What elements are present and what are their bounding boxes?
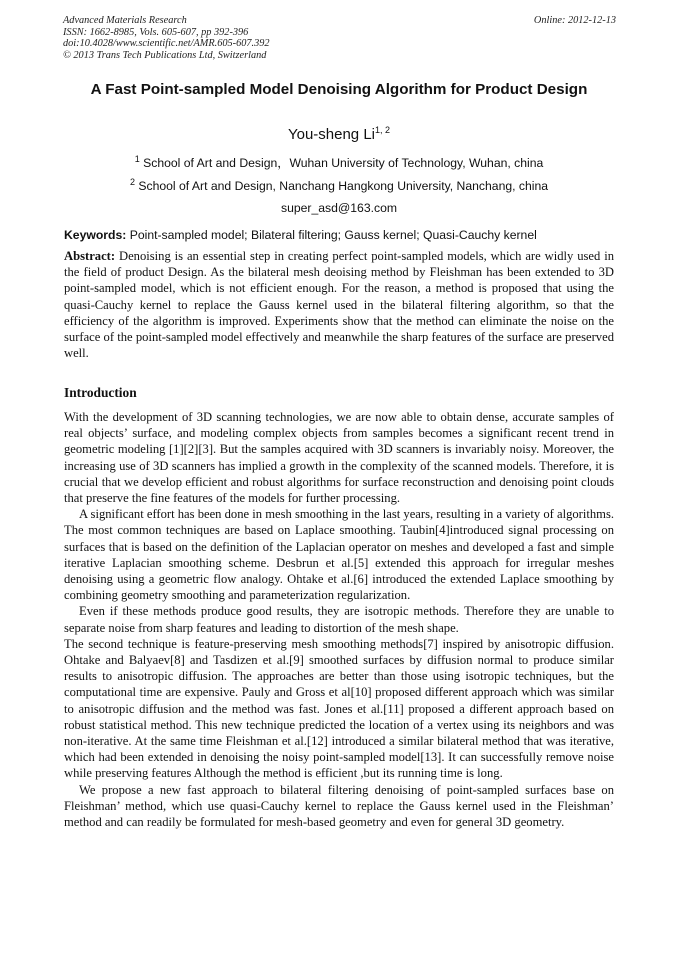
keywords-label: Keywords: (64, 228, 127, 242)
affiliation-1-sup: 1 (134, 153, 140, 164)
author-line (40, 125, 638, 145)
author-affiliation-sup: 1, 2 (375, 125, 391, 135)
abstract-label: Abstract: (64, 249, 116, 263)
abstract-text: Denoising is an essential step in creating perfect point-sampled models, which are widly used in the field of product Design. As the bilateral mesh deoising method by Fleishman has been extended to 3D point-sampled model, which is not efficient enough. For the reason, a method is proposed that using the quasi-Cauchy kernel to replace the Gauss kernel used in the bilateral filtering algorithm, so that the efficiency of the algorithm is improved. Experiments show that the method can eliminate the noise on the surface of the point-sampled model effectively and meanwhile the sharp features of the surface are preserved well. (64, 249, 615, 361)
abstract (64, 248, 614, 361)
intro-paragraph-5: We propose a new fast approach to bilateral filtering denoising of point-sampled surfaces base on Fleishman’ method, which use quasi-Cauchy kernel to replace the Gauss kernel used in the Fleishman’ method and can readily be formulated for mesh-based geometry and even for general 3D geometry. (64, 782, 614, 830)
keywords (64, 227, 616, 243)
intro-paragraph-1: With the development of 3D scanning technologies, we are now able to obtain dense, accurate samples of real objects’ surface, and modeling complex objects from samples becomes a significant recent trend in geometric modeling [1][2][3]. But the samples acquired with 3D scanners is invariably noisy. Moreover, the increasing use of 3D scanners has implied a growth in the complexity of the scanned models. Therefore, it is crucial that we develop efficient and robust algorithms for surface reconstruction and denoising point clouds that preserve the fine features of the models for further processing. (64, 410, 614, 506)
copyright-line: © 2013 Trans Tech Publications Ltd, Switzerland (63, 49, 267, 61)
affiliation-2 (40, 178, 638, 194)
author-name: You-sheng Li (287, 126, 375, 143)
keywords-text: Point-sampled model; Bilateral filtering; Gauss kernel; Quasi-Cauchy kernel (129, 228, 537, 242)
intro-paragraph-3: Even if these methods produce good results, they are isotropic methods. Therefore they are unable to separate noise from sharp features and leading to distortion of the mesh shape. (64, 604, 614, 635)
issn-line: ISSN: 1662-8985, Vols. 605-607, pp 392-396 (63, 26, 249, 38)
introduction-body (64, 409, 614, 830)
doi-line: doi:10.4028/www.scientific.net/AMR.605-607.392 (63, 38, 270, 50)
intro-paragraph-2: A significant effort has been done in mesh smoothing in the last years, resulting in a variety of algorithms. The most common techniques are based on Laplace smoothing. Taubin[4]introduced signal processing on surfaces that is based on the definition of the Laplacian operator on meshes and developed a fast and simple iterative Laplacian smoothing scheme. Desbrun et al.[5] extended this approach for irregular meshes denoising using a geometric flow analogy. Ohtake et al.[6] introduced the extended Laplace smoothing by combining geometry smoothing and parameterization regularization. (64, 507, 614, 603)
journal-name: Advanced Materials Research (63, 15, 187, 26)
intro-paragraph-4: The second technique is feature-preserving mesh smoothing methods[7] inspired by anisotropic diffusion. Ohtake and Balyaev[8] and Tasdizen et al.[9] smoothed surfaces by diffusion normal to produce similar results to anisotropic diffusion. The approaches are better than those using isotropic techniques, but the computational time are expensive. Pauly and Gross et al[10] proposed different approach which was similar to anisotropic diffusion and the method was fast. Jones et al.[11] proposed a different approach based on robust statistical method. This new technique predicted the location of a vertex using its neighbors and was non-iterative. At the same time Fleishman et al.[12] introduced a similar bilateral method that was iterative, which had been extended in denoising the noisy point-sampled model[13]. It can successfully remove noise while preserving features Although the method is efficient ,but its running time is long. (64, 636, 614, 781)
affiliation-1-text: School of Art and Design，Wuhan University of Technology, Wuhan, china (143, 156, 544, 170)
author-email: super_asd@163.com (280, 201, 398, 215)
section-heading-introduction: Introduction (64, 385, 137, 400)
paper-title: A Fast Point-sampled Model Denoising Algorithm for Product Design (90, 81, 588, 98)
affiliation-2-text: School of Art and Design, Nanchang Hangkong University, Nanchang, china (138, 179, 549, 193)
affiliation-2-sup: 2 (129, 176, 135, 187)
online-date: Online: 2012-12-13 (533, 15, 616, 26)
affiliation-1 (40, 155, 638, 171)
journal-header (63, 15, 616, 61)
